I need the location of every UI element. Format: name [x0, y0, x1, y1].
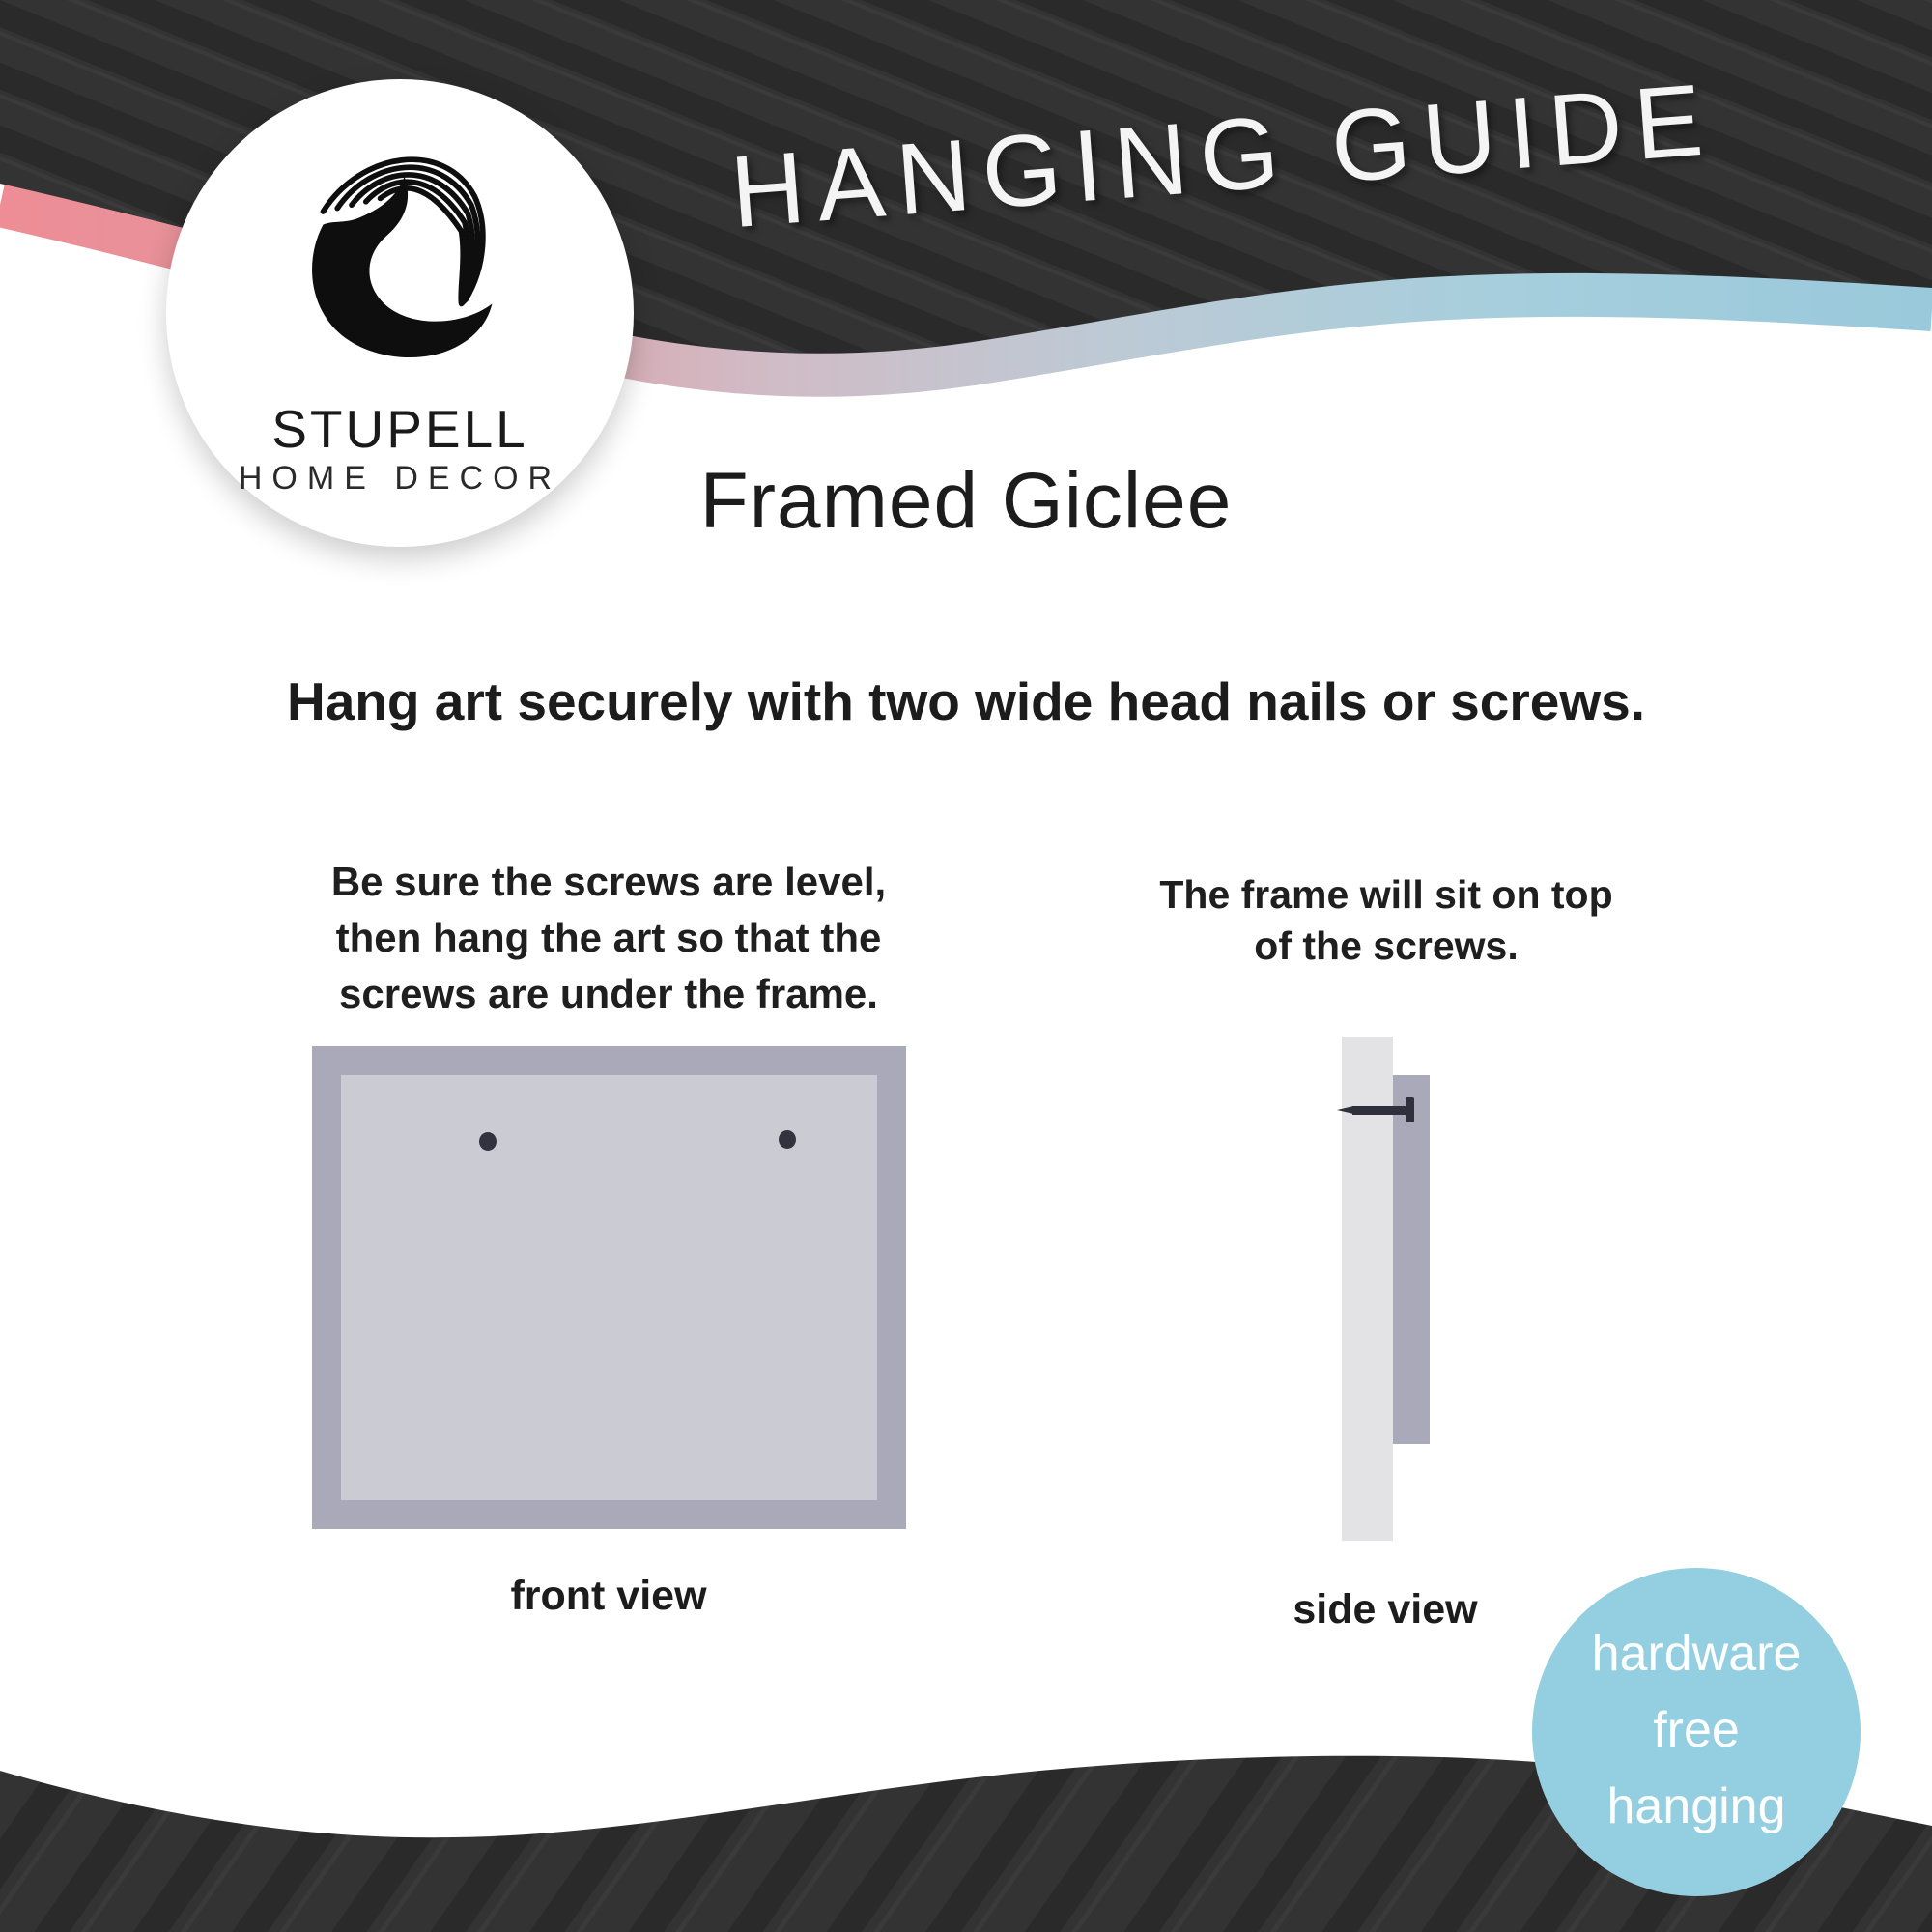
- side-view-caption-line: The frame will sit on top: [1159, 872, 1613, 917]
- frame-back-panel: [341, 1075, 877, 1500]
- badge-line: free: [1653, 1702, 1740, 1758]
- nail-head-icon: [1406, 1097, 1414, 1122]
- intro-subtitle: Hang art securely with two wide head nails or screws.: [287, 671, 1645, 731]
- nail-tip-icon: [1337, 1106, 1353, 1114]
- front-view-caption: [319, 854, 898, 1022]
- badge-line: hardware: [1591, 1626, 1802, 1682]
- brand-tagline: HOME DECOR: [238, 460, 562, 497]
- screw-dot-icon: [779, 1130, 796, 1149]
- front-view-caption-line: Be sure the screws are level,: [330, 859, 887, 904]
- screw-dot-icon: [479, 1132, 497, 1151]
- side-view-caption: [1145, 869, 1628, 972]
- side-view-frame: [1393, 1075, 1430, 1444]
- hardware-free-badge: [1532, 1568, 1861, 1896]
- front-view-caption-line: then hang the art so that the: [335, 915, 882, 960]
- hardware-free-badge-text: [1532, 1616, 1861, 1845]
- front-view-caption-line: screws are under the frame.: [339, 971, 878, 1016]
- brand-name: STUPELL: [271, 399, 528, 459]
- nail-icon: [1352, 1106, 1410, 1115]
- front-view-frame-diagram: [312, 1046, 906, 1529]
- product-type-title: Framed Giclee: [699, 457, 1233, 545]
- side-view-label: side view: [1293, 1586, 1478, 1633]
- badge-line: hanging: [1606, 1778, 1786, 1834]
- page-title: HANGING GUIDE: [726, 62, 1719, 250]
- front-view-label: front view: [510, 1573, 707, 1619]
- side-view-caption-line: of the screws.: [1254, 923, 1519, 968]
- stupell-s-logo-icon: [259, 139, 541, 381]
